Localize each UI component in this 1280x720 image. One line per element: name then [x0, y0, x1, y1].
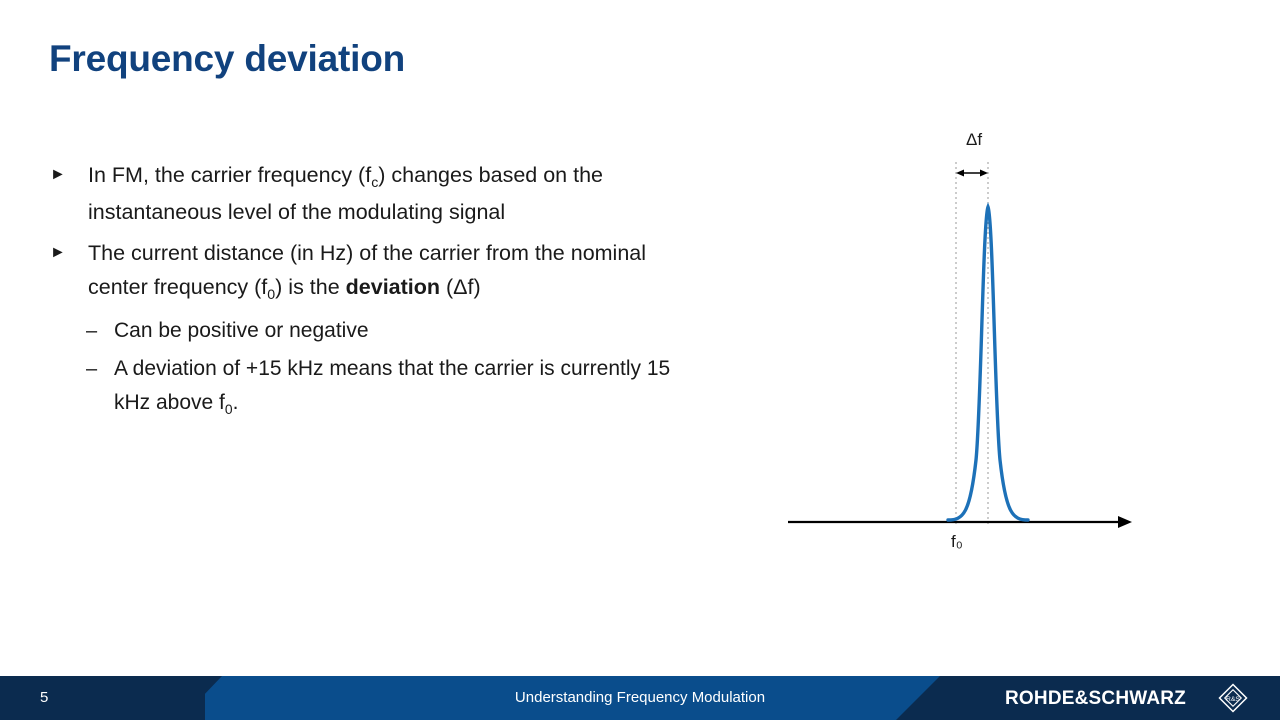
list-item-text: The current distance (in Hz) of the carrier from the nominal center frequency $(f_0)$ is the deviation (Δf) — [88, 241, 647, 303]
dash-marker-icon: – — [86, 358, 98, 380]
subscript-zero: 0 — [224, 401, 233, 417]
svg-text:R&S: R&S — [1226, 696, 1240, 703]
footer-title: Understanding Frequency Modulation — [514, 689, 766, 706]
list-item — [48, 158, 708, 229]
list-item-text: Can be positive or negative — [114, 319, 369, 342]
bullet-list — [48, 158, 708, 425]
list-item — [48, 352, 708, 421]
page-title: Frequency deviation — [49, 38, 406, 79]
deviation-label: Δf — [966, 130, 983, 149]
bullet-marker-icon: ► — [50, 244, 66, 261]
center-frequency-label: f₀ — [951, 532, 963, 551]
deviation-arrow-icon — [956, 170, 988, 177]
list-item-text: A deviation of +15 kHz means that the carrier is currently 15 kHz above $f_0$. — [114, 357, 671, 417]
brand-name: ROHDE&SCHWARZ — [1005, 688, 1186, 709]
list-item — [48, 314, 708, 348]
slide-footer — [0, 676, 1280, 720]
bullet-marker-icon: ► — [50, 166, 66, 183]
subscript-zero: 0 — [267, 287, 276, 303]
spectrum-figure — [770, 110, 1180, 570]
subscript-c: c — [371, 175, 379, 191]
page-number: 5 — [40, 689, 49, 706]
list-item-text: In FM, the carrier frequency $(f_c)$ changes based on the instantaneous level of the modulating signal — [88, 163, 604, 224]
emphasis-deviation: deviation — [345, 275, 441, 299]
dash-marker-icon: – — [86, 320, 98, 342]
list-item — [48, 236, 708, 307]
rohde-schwarz-logo-icon — [1218, 683, 1248, 713]
spectrum-diagram-icon — [770, 110, 1180, 570]
